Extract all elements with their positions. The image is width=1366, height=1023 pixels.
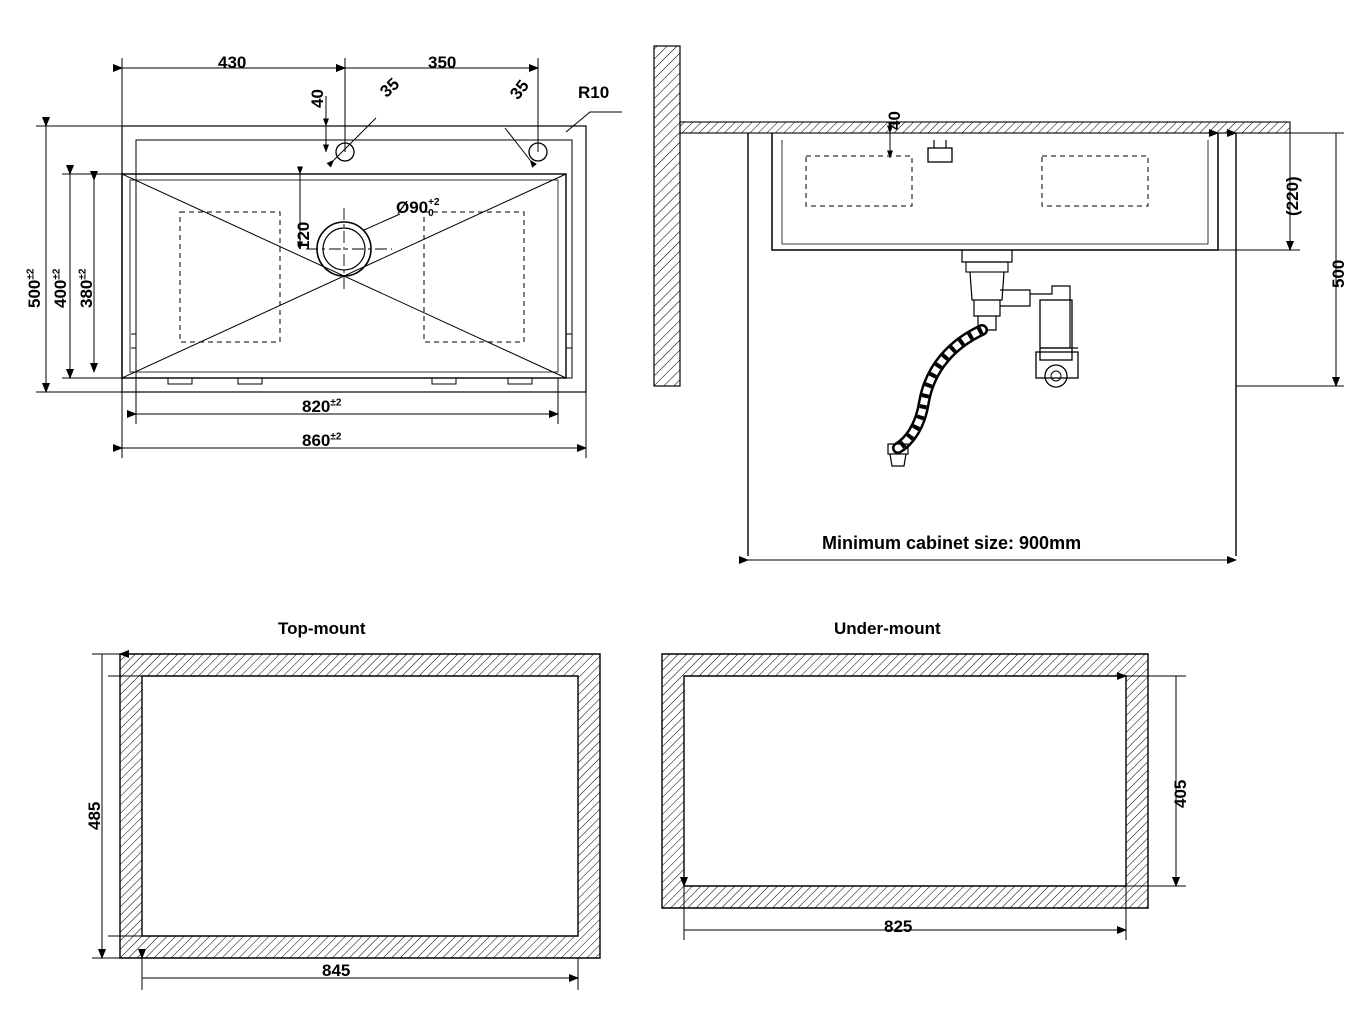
dim-405: 405 — [1171, 779, 1190, 808]
dim-400: $400^{\pm 2}$ — [51, 268, 70, 308]
dim-500: $500^{\pm 2}$ — [25, 268, 44, 308]
dim-40-top: 40 — [308, 89, 327, 108]
dim-section-220: (220) — [1283, 176, 1302, 216]
dim-section-40: 40 — [885, 111, 904, 130]
minimum-cabinet-note: Minimum cabinet size: 900mm — [822, 533, 1082, 553]
dim-380: $380^{\pm 2}$ — [77, 268, 96, 308]
dim-825: 825 — [884, 917, 913, 936]
top-mount-title: Top-mount — [278, 619, 366, 638]
dim-350: 350 — [428, 53, 457, 72]
top-mount-view — [92, 654, 600, 990]
under-mount-view — [662, 654, 1186, 940]
top-view-sink — [122, 126, 586, 392]
dim-485: 485 — [85, 801, 104, 830]
dim-820: $820^{\pm 2}$ — [302, 397, 342, 416]
under-mount-title: Under-mount — [834, 619, 941, 638]
dim-120: 120 — [294, 221, 313, 250]
dim-diameter-90: Ø90 +2 0 — [396, 197, 440, 219]
dim-845: 845 — [322, 961, 351, 980]
dim-section-500: 500 — [1329, 259, 1348, 288]
dim-r10: R10 — [578, 83, 610, 102]
dim-430: 430 — [218, 53, 247, 72]
dim-35-right: 35 — [506, 76, 533, 104]
section-view — [654, 46, 1344, 560]
dim-35-left: 35 — [376, 74, 404, 102]
dim-860: $860^{\pm 2}$ — [302, 431, 342, 450]
